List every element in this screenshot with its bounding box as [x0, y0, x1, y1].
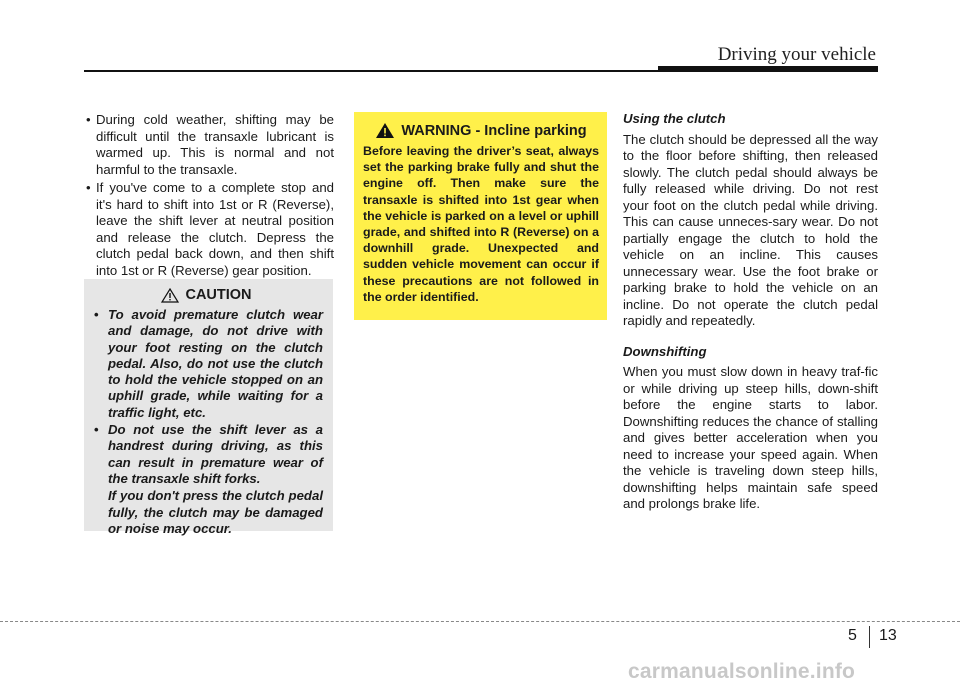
header-accent-bar	[658, 66, 878, 72]
caution-header	[90, 287, 323, 303]
warning-title: WARNING - Incline parking	[401, 122, 587, 139]
using-clutch-heading: Using the clutch	[623, 111, 726, 126]
header-title: Driving your vehicle	[717, 44, 876, 65]
bullet-item: • During cold weather, shifting may be difficult until the transaxle lubricant is warmed up. This is normal and not harmful to the transaxle.	[84, 112, 334, 178]
footer-rule	[0, 621, 960, 622]
caution-item: If you don't press the clutch pedal fully, the clutch may be damaged or noise may occur.	[108, 488, 323, 536]
caution-triangle-icon	[161, 288, 179, 303]
warning-text: Before leaving the driver’s seat, always set the parking brake fully and shut the engine off. Then make sure the transaxle is shifted into 1st gear when the vehicle is parked on a level or uphill grade, and shifted into R (Reverse) on a downhill grade. Unexpected and sudden vehicle movement can occur if these precautions are not followed in the order identified.	[363, 144, 599, 304]
downshifting-heading: Downshifting	[623, 343, 707, 359]
page-number: 13	[879, 627, 897, 644]
page-number-divider	[869, 626, 870, 648]
caution-item: • Do not use the shift lever as a handrest during driving, as this can result in premature wear of the transaxle shift forks.	[90, 422, 323, 487]
using-clutch-paragraph: The clutch should be depressed all the way to the floor before shifting, then released slowly. The clutch pedal should always be fully released while driving. Do not rest your foot on the clutch pedal while driving. This can cause unneces-sary wear. Do not partially engage the clutch to hold the vehicle on an incline. This causes unnecessary wear. Use the foot brake or parking brake to hold the vehicle on an incline. Do not operate the clutch pedal rapidly and repeatedly.	[623, 131, 878, 328]
warning-header	[363, 122, 599, 139]
watermark: carmanualsonline.info	[628, 660, 856, 683]
left-column	[84, 112, 334, 281]
caution-box	[84, 279, 333, 536]
caution-item: • To avoid premature clutch wear and damage, do not drive with your foot resting on the clutch pedal. Also, do not use the clutch to hold the vehicle stopped on an uphill grade, while waiting for a traffic light, etc.	[90, 307, 323, 421]
right-column	[623, 111, 878, 527]
bullet-item: • If you've come to a complete stop and it's hard to shift into 1st or R (Reverse), leave the shift lever at neutral position and release the clutch. Depress the clutch pedal back down, and then shift into 1st or R (Reverse) gear position.	[84, 180, 334, 279]
warning-box	[354, 112, 607, 320]
caution-title: CAUTION	[185, 287, 252, 303]
caution-list	[90, 307, 323, 537]
downshifting-paragraph: When you must slow down in heavy traf-fic or while driving up steep hills, down-shift before the engine starts to labor. Downshifting reduces the chance of stalling and gives better acceleration when you need to increase your speed again. When the vehicle is traveling down steep hills, downshifting helps maintain safe speed and prolongs brake life.	[623, 364, 878, 511]
bullet-list	[84, 112, 334, 279]
warning-triangle-icon	[375, 122, 395, 139]
page-section-number: 5	[848, 627, 857, 644]
